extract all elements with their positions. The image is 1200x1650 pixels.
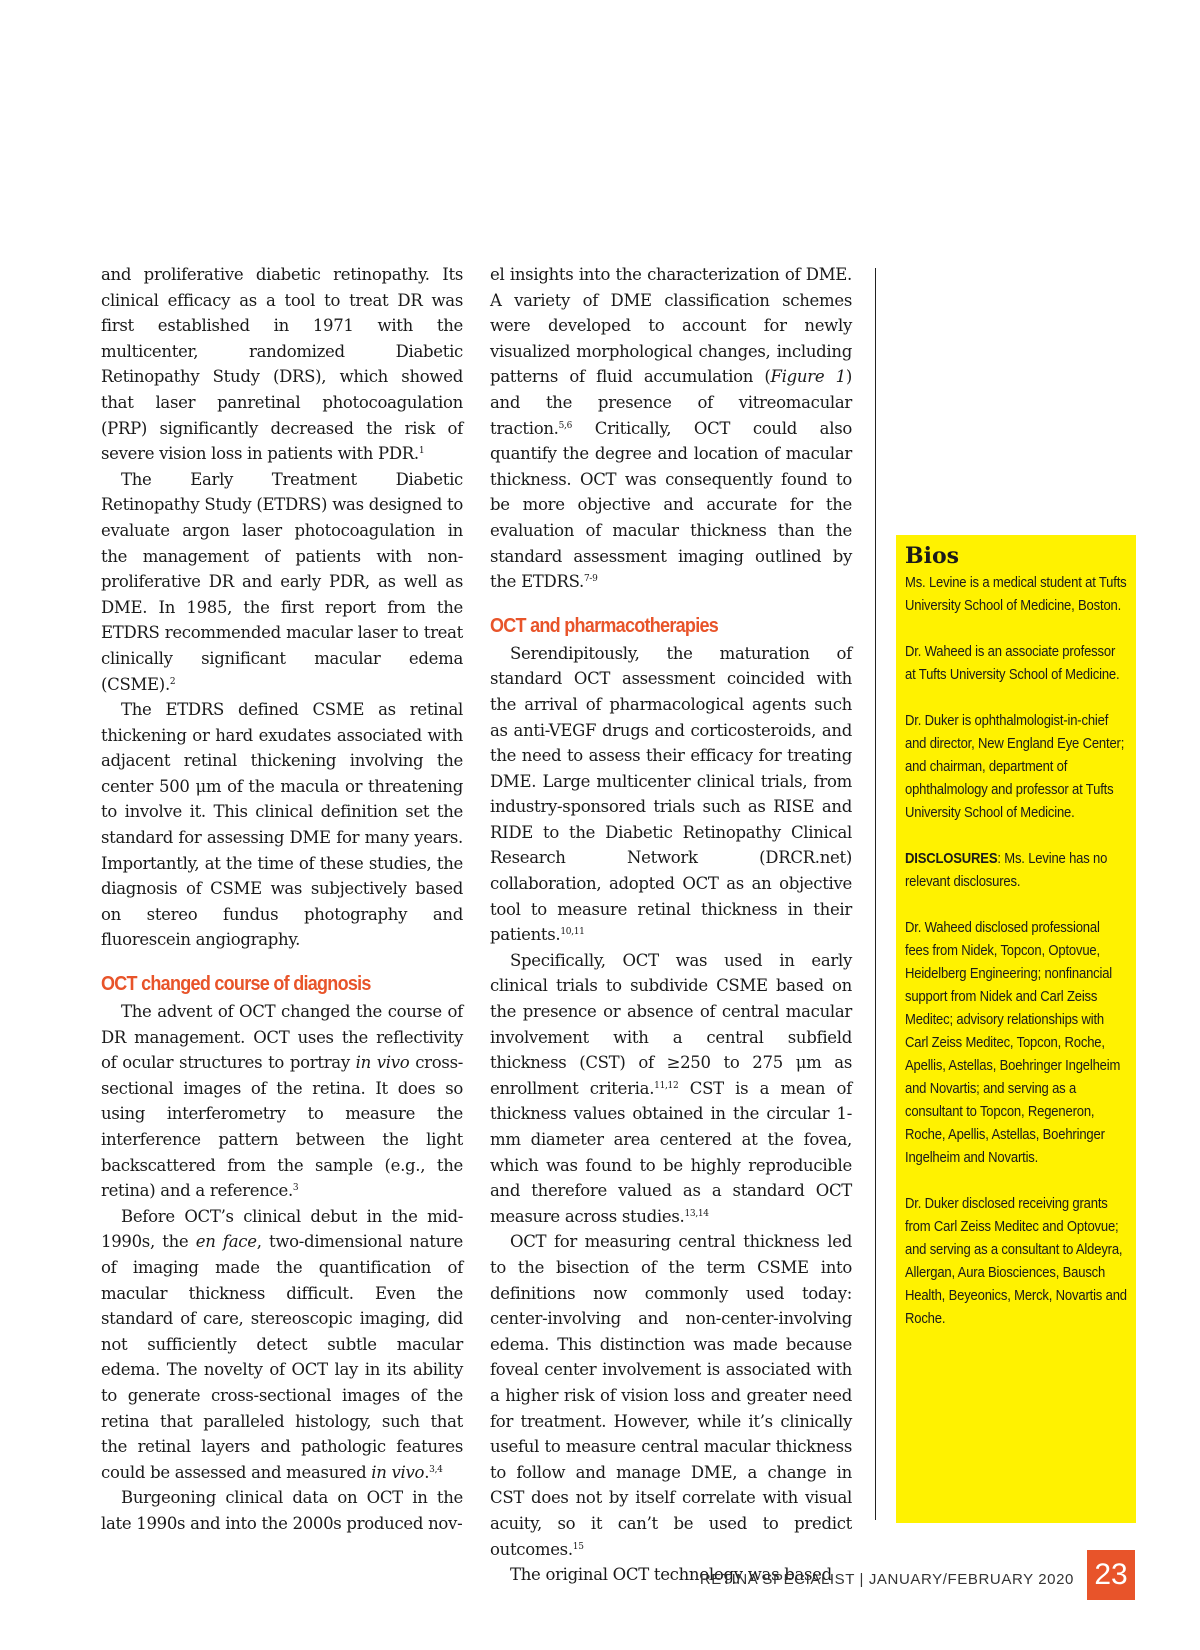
column-divider	[875, 268, 876, 1520]
paragraph: OCT for measuring central thickness led to the bisection of the term CSME into definitions now commonly used today: center-involving and non-center-involving edema. This distinction was made because foveal center involvement is associated with a higher risk of vision loss and greater need for treatment. However, while it’s clinically useful to measure central macular thickness to follow and manage DME, a change in CST does not by itself correlate with visual acuity, so it can’t be used to predict outcomes.$^{15}$	[490, 1232, 852, 1559]
bio-entry: Dr. Duker is ophthalmologist-in-chief and director, New England Eye Center; and chairman, department of ophthalmology and professor at Tufts University School of Medicine.	[905, 712, 1125, 821]
bio-entry: Dr. Waheed is an associate professor at Tufts University School of Medicine.	[905, 643, 1120, 683]
disclosure-entry: Dr. Duker disclosed receiving grants from Carl Zeiss Meditec and Optovue; and serving as a consultant to Aldeyra, Allergan, Aura Biosciences, Bausch Health, Beyeonics, Merck, Novartis and Roche.	[905, 1195, 1127, 1327]
paragraph: Serendipitously, the maturation of standard OCT assessment coincided with the arrival of pharmacological agents such as anti-VEGF drugs and corticosteroids, and the need to assess their efficacy for treating DME. Large multicenter clinical trials, from industry-sponsored trials such as RISE and RIDE to the Diabetic Retinopathy Clinical Research Network (DRCR.net) collaboration, adopted OCT as an objective tool to measure retinal thickness in their patients.$^{10,11}$	[490, 643, 852, 945]
paragraph: The Early Treatment Diabetic Retinopathy Study (ETDRS) was designed to evaluate argon laser photocoagulation in the management of patients with non-proliferative DR and early PDR, as well as DME. In 1985, the first report from the ETDRS recommended macular laser to treat clinically significant macular edema (CSME).$^2$	[101, 469, 463, 694]
page-number: 23	[1087, 1550, 1135, 1600]
article-column-middle	[490, 262, 852, 1588]
paragraph: el insights into the characterization of DME. A variety of DME classification schemes were developed to account for newly visualized morphological changes, including patterns of fluid accumulation (Figure 1) and the presence of vitreomacular traction.$^{5,6}$ Critically, OCT could also quantify the degree and location of macular thickness. OCT was consequently found to be more objective and accurate for the evaluation of macular thickness than the standard assessment imaging outlined by the ETDRS.$^{7-9}$	[490, 265, 852, 592]
paragraph: Specifically, OCT was used in early clinical trials to subdivide CSME based on the presence or absence of central macular involvement with a central subfield thickness (CST) of ≥250 to 275 μm as enrollment criteria.$^{11,12}$ CST is a mean of thickness values obtained in the circular 1-mm diameter area centered at the fovea, which was found to be highly reproducible and therefore valued as a standard OCT measure across studies.$^{13,14}$	[490, 950, 852, 1226]
section-heading: OCT changed course of diagnosis	[101, 973, 371, 996]
running-footer: RETINA SPECIALIST | JANUARY/FEBRUARY 2020	[699, 1571, 1074, 1588]
paragraph: and proliferative diabetic retinopathy. Its clinical efficacy as a tool to treat DR was first established in 1971 with the multicenter, randomized Diabetic Retinopathy Study (DRS), which showed that laser panretinal photocoagulation (PRP) significantly decreased the risk of severe vision loss in patients with PDR.$^1$	[101, 265, 463, 464]
paragraph: The original OCT technology was based	[510, 1565, 832, 1585]
paragraph: Burgeoning clinical data on OCT in the late 1990s and into the 2000s produced nov-	[101, 1488, 463, 1533]
paragraph: The advent of OCT changed the course of DR management. OCT uses the reflectivity of ocular structures to portray in vivo cross-sectional images of the retina. It does so using interferometry to measure the interference pattern between the light backscattered from the sample (e.g., the retina) and a reference.$^3$	[101, 1002, 464, 1201]
paragraph: Before OCT’s clinical debut in the mid-1990s, the en face, two-dimensional nature of imaging made the quantification of macular thickness difficult. Even the standard of care, stereoscopic imaging, did not sufficiently detect subtle macular edema. The novelty of OCT lay in its ability to generate cross-sectional images of the retina that paralleled histology, such that the retinal layers and pathologic features could be assessed and measured in vivo.$^{3,4}$	[101, 1206, 463, 1482]
disclosure-entry: Dr. Waheed disclosed professional fees from Nidek, Topcon, Optovue, Heidelberg Engineering; nonfinancial support from Nidek and Carl Zeiss Meditec; advisory relationships with Carl Zeiss Meditec, Topcon, Roche, Apellis, Astellas, Boehringer Ingelheim and Novartis; and serving as a consultant to Topcon, Regeneron, Roche, Apellis, Astellas, Boehringer Ingelheim and Novartis.	[905, 919, 1121, 1166]
bio-entry: Ms. Levine is a medical student at Tufts University School of Medicine, Boston.	[905, 574, 1127, 614]
section-heading: OCT and pharmacotherapies	[490, 614, 719, 637]
bios-title: Bios	[905, 543, 960, 569]
paragraph: The ETDRS defined CSME as retinal thickening or hard exudates associated with adjacent retinal thickening involving the center 500 μm of the macula or threatening to involve it. This clinical definition set the standard for assessing DME for many years. Importantly, at the time of these studies, the diagnosis of CSME was subjectively based on stereo fundus photography and fluorescein angiography.	[101, 700, 463, 950]
disclosure-entry: DISCLOSURES: Ms. Levine has no relevant disclosures.	[905, 850, 1108, 890]
bios-sidebar	[896, 535, 1136, 1523]
article-column-left	[101, 262, 463, 1537]
